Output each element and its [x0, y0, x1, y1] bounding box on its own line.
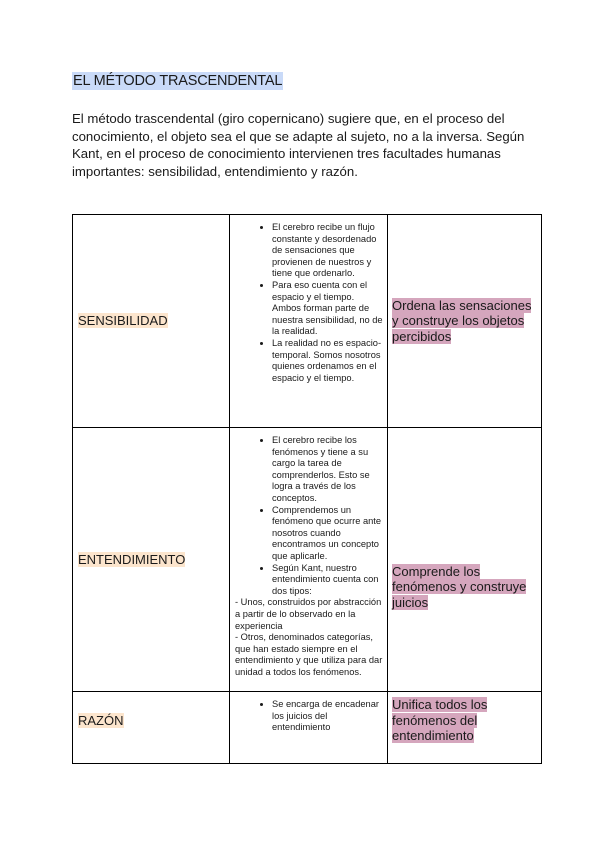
list-item: • Para eso cuenta con el espacio y el tiempo. Ambos forman parte de nuestra sensibilidad, no de la realidad.: [272, 280, 383, 338]
table-row: [73, 428, 542, 692]
points-list: [234, 435, 383, 597]
result-text: Ordena las sensaciones y construye los objetos percibidos: [392, 297, 532, 344]
result-text: Unifica todos los fenómenos del entendimiento: [392, 697, 488, 744]
points-cell: [230, 215, 388, 428]
faculty-label: RAZÓN: [78, 713, 124, 728]
list-item: • Se encarga de encadenar los juicios del entendimiento: [272, 699, 383, 734]
list-item: • El cerebro recibe un flujo constante y desordenado de sensaciones que provienen de nuestros y tiene que ordenarlo.: [272, 222, 383, 280]
table-row: [73, 692, 542, 764]
extra-line: - Otros, denominados categorías, que han estado siempre en el entendimiento y que utiliza para dar unidad a todos los fenómenos.: [235, 632, 383, 677]
document-title: EL MÉTODO TRASCENDENTAL: [73, 73, 283, 89]
list-item: • La realidad no es espacio-temporal. Somos nosotros quienes ordenamos en el espacio y el tiempo.: [272, 338, 383, 384]
points-list: [234, 222, 383, 384]
intro-paragraph: El método trascendental (giro copernicano) sugiere que, en el proceso del conocimiento, el objeto sea el que se adapte al sujeto, no a la inversa. Según Kant, en el proceso de conocimiento intervienen tres facultades humanas importantes: sensibilidad, entendimiento y razón.: [72, 111, 525, 179]
points-cell: [230, 428, 388, 692]
list-item: • Comprendemos un fenómeno que ocurre ante nosotros cuando encontramos un concepto que aplicarle.: [272, 505, 383, 563]
result-cell: [388, 428, 542, 692]
table-row: [73, 215, 542, 428]
result-cell: [388, 692, 542, 764]
points-cell: [230, 692, 388, 764]
result-text: Comprende los fenómenos y construye juicios: [392, 563, 527, 610]
faculty-cell: [73, 215, 230, 428]
result-cell: [388, 215, 542, 428]
faculty-label: SENSIBILIDAD: [78, 313, 168, 328]
faculty-cell: [73, 428, 230, 692]
points-list: [234, 699, 383, 734]
list-item: • El cerebro recibe los fenómenos y tiene a su cargo la tarea de comprenderlos. Esto se logra a través de los conceptos.: [272, 435, 383, 505]
extra-line: - Unos, construidos por abstracción a partir de lo observado en la experiencia: [235, 597, 382, 631]
faculty-cell: [73, 692, 230, 764]
faculty-label: ENTENDIMIENTO: [78, 551, 186, 567]
faculties-table: [72, 214, 542, 764]
list-item: • Según Kant, nuestro entendimiento cuenta con dos tipos:: [272, 563, 383, 598]
